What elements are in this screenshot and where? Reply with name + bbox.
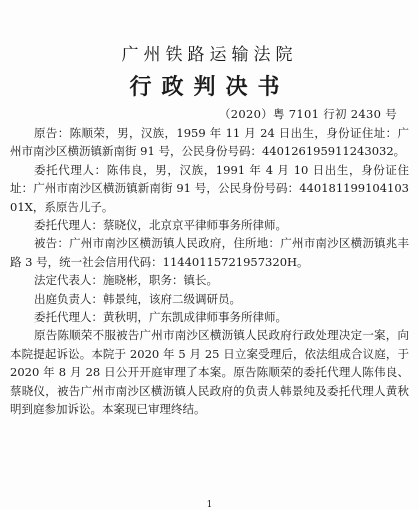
case-number: （2020）粤 7101 行初 2430 号 xyxy=(218,107,397,121)
document-title: 行政判决书 xyxy=(129,74,290,100)
defendant-paragraph: 被告：广州市南沙区横沥镇人民政府，住所地：广州市南沙区横沥镇兆丰路 3 号，统一社会信用代码：11440115721957320H。 xyxy=(10,236,409,269)
plaintiff-agent-1-paragraph: 委托代理人：陈伟良，男，汉族，1991 年 4 月 10 日出生，身份证住址：广州市南沙区横沥镇新南街 91 号，公民身份号码：44018119910410301X，系原告儿子。 xyxy=(10,162,409,214)
court-name: 广州铁路运输法院 xyxy=(121,45,298,65)
case-summary-paragraph: 原告陈顺荣不服被告广州市南沙区横沥镇人民政府行政处理决定一案，向本院提起诉讼。本院于 2020 年 5 月 25 日立案受理后，依法组成合议庭，于 2020 年 8 月 28 日公开开庭审理了本案。原告陈顺荣的委托代理人陈伟良、蔡晓仪，被告广州市南沙区横沥镇人民政府的负责人韩景纯及委托代理人黄秋明到庭参加诉讼。本案现已审理终结。 xyxy=(10,328,409,417)
page-number: 1 xyxy=(206,500,213,510)
plaintiff-agent-2-paragraph: 委托代理人：蔡晓仪，北京京平律师事务所律师。 xyxy=(34,218,287,233)
court-appearance-paragraph: 出庭负责人：韩景纯，该府二级调研员。 xyxy=(34,291,241,306)
plaintiff-paragraph: 原告：陈顺荣，男，汉族，1959 年 11 月 24 日出生，身份证住址：广州市南沙区横沥镇新南街 91 号，公民身份号码：440126195911243032。 xyxy=(10,126,409,159)
legal-representative-paragraph: 法定代表人：施晓彬，职务：镇长。 xyxy=(34,273,218,288)
document-body xyxy=(10,124,409,419)
defendant-agent-paragraph: 委托代理人：黄秋明，广东凯成律师事务所律师。 xyxy=(34,310,287,325)
